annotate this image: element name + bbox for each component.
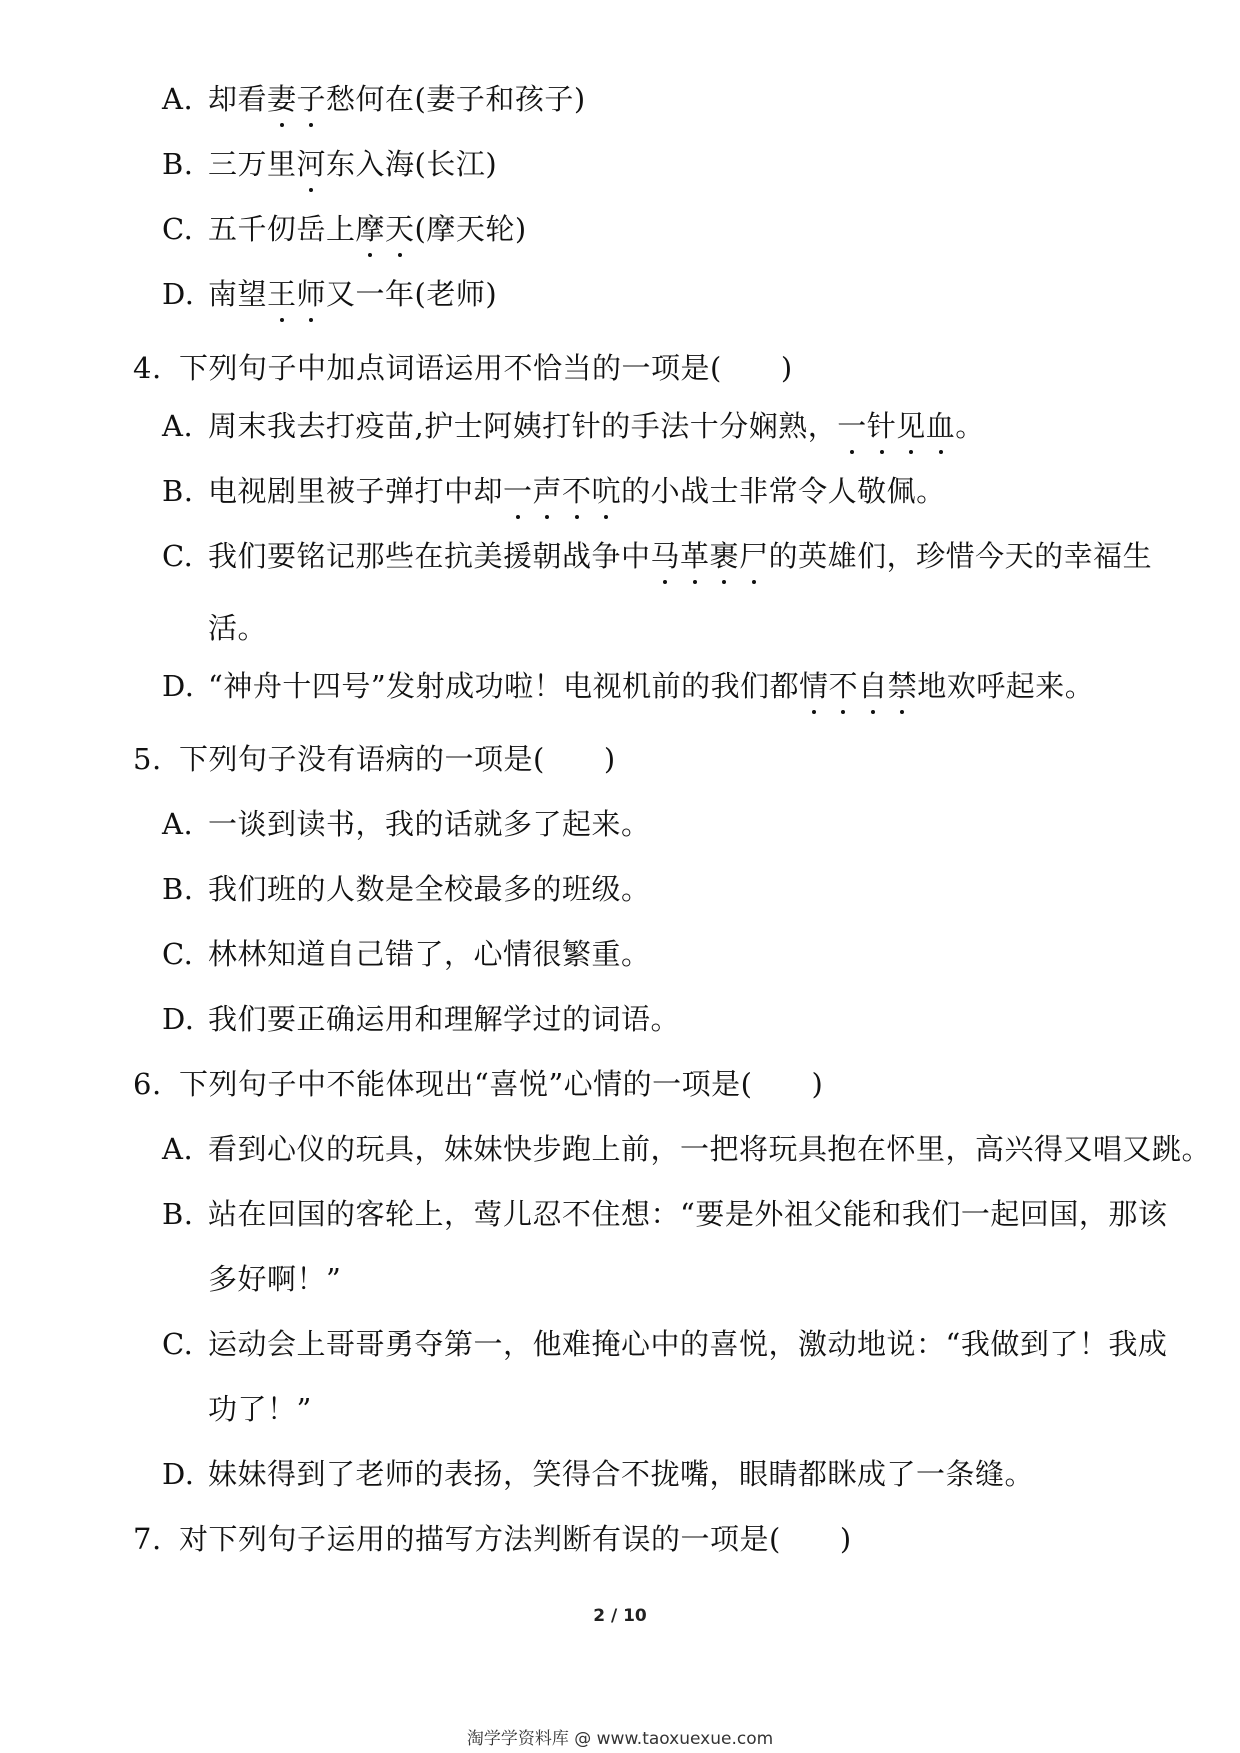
q4-option-d: D. “神舟十四号”发射成功啦！电视机前的我们都情不自禁地欢呼起来。 [162, 666, 1094, 706]
emphasis-char: 王 [267, 274, 297, 314]
dotted-word [651, 539, 769, 573]
question-number: 4. [133, 351, 162, 385]
watermark: 淘学学资料库 @ www.taoxuexue.com [466, 1729, 774, 1749]
dotted-word [267, 82, 326, 116]
question-number: 6. [133, 1067, 162, 1101]
q3-option-c: C. 五千仞岳上摩天(摩天轮) [162, 209, 527, 249]
q6-option-b-continuation: 多好啊！” [208, 1262, 342, 1296]
question-number: 7. [133, 1522, 162, 1556]
q3-option-a: A. 却看妻子愁何在(妻子和孩子) [162, 79, 586, 119]
q6-option-d: D. 妹妹得到了老师的表扬，笑得合不拢嘴，眼睛都眯成了一条缝。 [162, 1454, 1034, 1494]
emphasis-char: 禁 [888, 666, 918, 706]
option-label: D. [162, 669, 195, 703]
option-label: D. [162, 277, 195, 311]
q6-option-b: B. 站在回国的客轮上，莺儿忍不住想：“要是外祖父能和我们一起回国，那该 [162, 1194, 1167, 1234]
option-label: C. [162, 937, 194, 971]
q6-stem: 6. 下列句子中不能体现出“喜悦”心情的一项是( ) [133, 1064, 823, 1104]
dotted-word [297, 147, 327, 181]
emphasis-char: 革 [680, 536, 710, 576]
q4-option-a: A. 周末我去打疫苗,护士阿姨打针的手法十分娴熟，一针见血。 [162, 406, 985, 446]
q4-stem: 4. 下列句子中加点词语运用不恰当的一项是( ) [133, 348, 793, 388]
emphasis-char: 尸 [739, 536, 769, 576]
q4-option-c: C. 我们要铭记那些在抗美援朝战争中马革裹尸的英雄们，珍惜今天的幸福生 [162, 536, 1152, 576]
dotted-word [799, 669, 917, 703]
emphasis-char: 摩 [356, 209, 386, 249]
emphasis-char: 马 [651, 536, 681, 576]
option-label: B. [162, 147, 194, 181]
emphasis-char: 一 [503, 471, 533, 511]
option-label: C. [162, 1327, 194, 1361]
option-label: C. [162, 212, 194, 246]
q5-option-b: B. 我们班的人数是全校最多的班级。 [162, 869, 651, 909]
emphasis-char: 吭 [592, 471, 622, 511]
emphasis-char: 血 [926, 406, 956, 446]
q7-stem: 7. 对下列句子运用的描写方法判断有误的一项是( ) [133, 1519, 852, 1559]
emphasis-char: 情 [799, 666, 829, 706]
emphasis-char: 子 [297, 79, 327, 119]
dotted-word [267, 277, 326, 311]
dotted-word [837, 409, 955, 443]
q4-option-c-continuation: 活。 [208, 611, 268, 645]
q6-option-a: A. 看到心仪的玩具，妹妹快步跑上前，一把将玩具抱在怀里，高兴得又唱又跳。 [162, 1129, 1211, 1169]
option-label: D. [162, 1457, 195, 1491]
emphasis-char: 声 [533, 471, 563, 511]
emphasis-char: 针 [867, 406, 897, 446]
question-number: 5. [133, 742, 162, 776]
q6-option-c: C. 运动会上哥哥勇夺第一，他难掩心中的喜悦，激动地说：“我做到了！我成 [162, 1324, 1167, 1364]
option-label: B. [162, 1197, 194, 1231]
emphasis-char: 师 [297, 274, 327, 314]
q5-option-d: D. 我们要正确运用和理解学过的词语。 [162, 999, 680, 1039]
option-label: B. [162, 872, 194, 906]
dotted-word [503, 474, 621, 508]
emphasis-char: 不 [829, 666, 859, 706]
q4-option-b: B. 电视剧里被子弹打中却一声不吭的小战士非常令人敬佩。 [162, 471, 946, 511]
q5-option-a: A. 一谈到读书，我的话就多了起来。 [162, 804, 651, 844]
page-number: 2 / 10 [593, 1606, 647, 1626]
emphasis-char: 一 [837, 406, 867, 446]
emphasis-char: 妻 [267, 79, 297, 119]
emphasis-char: 裹 [710, 536, 740, 576]
q5-option-c: C. 林林知道自己错了，心情很繁重。 [162, 934, 651, 974]
q3-option-d: D. 南望王师又一年(老师) [162, 274, 497, 314]
option-label: B. [162, 474, 194, 508]
emphasis-char: 河 [297, 144, 327, 184]
option-label: C. [162, 539, 194, 573]
emphasis-char: 见 [896, 406, 926, 446]
option-label: D. [162, 1002, 195, 1036]
option-label: A. [162, 1132, 194, 1166]
option-label: A. [162, 82, 194, 116]
dotted-word [356, 212, 415, 246]
option-label: A. [162, 409, 194, 443]
q3-option-b: B. 三万里河东入海(长江) [162, 144, 497, 184]
q6-option-c-continuation: 功了！” [208, 1392, 312, 1426]
option-label: A. [162, 807, 194, 841]
emphasis-char: 自 [858, 666, 888, 706]
q5-stem: 5. 下列句子没有语病的一项是( ) [133, 739, 616, 779]
emphasis-char: 天 [385, 209, 415, 249]
emphasis-char: 不 [562, 471, 592, 511]
